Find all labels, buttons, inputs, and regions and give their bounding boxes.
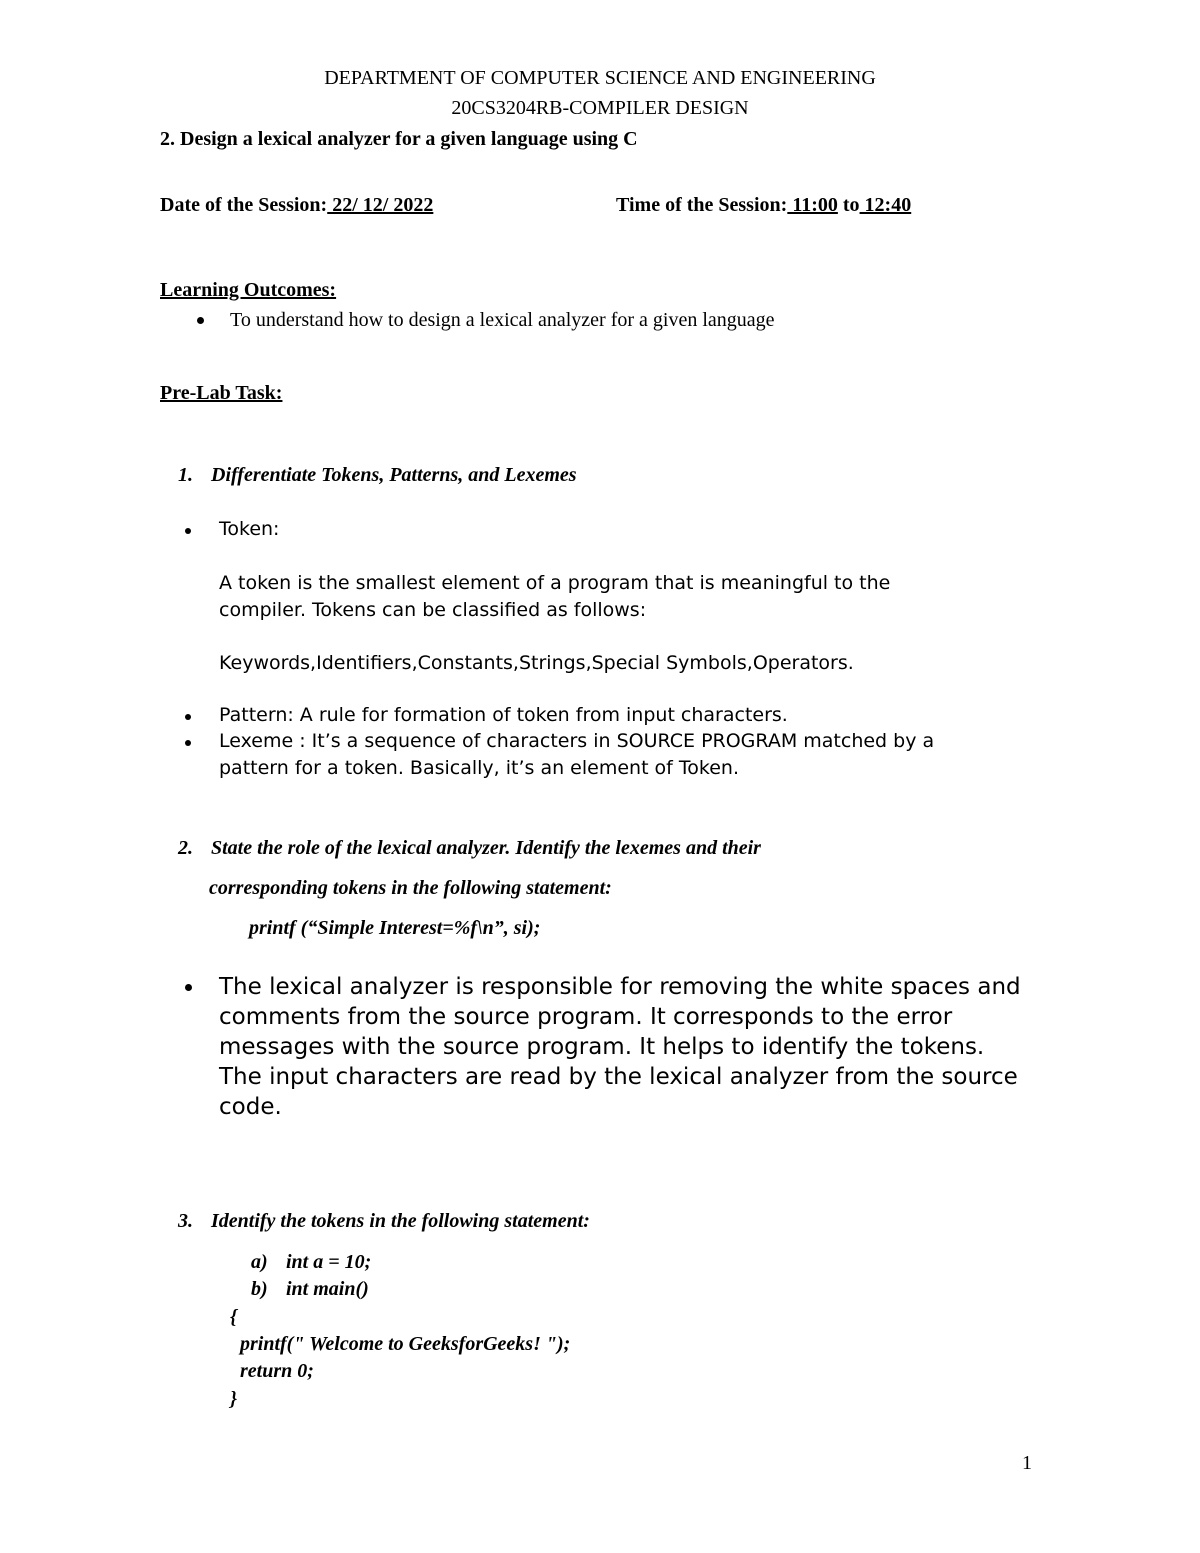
bullet-icon	[185, 984, 192, 991]
course-title: 20CS3204RB-COMPILER DESIGN	[451, 97, 749, 119]
q3-number: 3.	[178, 1210, 193, 1232]
token-desc-line2: compiler. Tokens can be classified as follows:	[219, 599, 647, 621]
q3-open-brace: {	[230, 1306, 237, 1328]
session-date	[160, 194, 433, 217]
date-label: Date of the Session:	[160, 194, 328, 216]
date-value: 22/ 12/ 2022	[327, 194, 434, 216]
answer-line: messages with the source program. It helps to identify the tokens.	[219, 1034, 985, 1060]
q3-return-line: return 0;	[240, 1360, 314, 1382]
token-desc-line1: A token is the smallest element of a program that is meaningful to the	[219, 572, 891, 594]
time-label: Time of the Session:	[616, 194, 788, 216]
prelab-heading: Pre-Lab Task:	[160, 382, 283, 404]
q3-b-code: int main()	[286, 1278, 369, 1300]
lexeme-definition-line1: Lexeme : It’s a sequence of characters in SOURCE PROGRAM matched by a	[219, 730, 935, 752]
q3-printf-line: printf(" Welcome to GeeksforGeeks! ");	[240, 1333, 571, 1355]
page-number: 1	[1022, 1452, 1032, 1474]
q3-a-code: int a = 10;	[286, 1251, 372, 1273]
q2-answer	[219, 972, 1021, 1122]
bullet-icon	[185, 528, 191, 534]
token-types: Keywords,Identifiers,Constants,Strings,Special Symbols,Operators.	[219, 652, 854, 674]
q2-text-line1: State the role of the lexical analyzer. Identify the lexemes and their	[211, 837, 761, 859]
time-end: 12:40	[859, 194, 912, 216]
answer-line: code.	[219, 1094, 282, 1120]
q2-text-line2: corresponding tokens in the following statement:	[209, 877, 612, 899]
answer-line: comments from the source program. It corresponds to the error	[219, 1004, 953, 1030]
q2-number: 2.	[178, 837, 193, 859]
q3-text: Identify the tokens in the following statement:	[211, 1210, 590, 1232]
q3-close-brace: }	[230, 1388, 237, 1410]
department-heading: DEPARTMENT OF COMPUTER SCIENCE AND ENGINEERING	[324, 67, 876, 89]
q1-number: 1.	[178, 464, 193, 486]
answer-line: The input characters are read by the lexical analyzer from the source	[219, 1064, 1018, 1090]
bullet-icon	[185, 714, 191, 720]
q1-text: Differentiate Tokens, Patterns, and Lexemes	[211, 464, 577, 486]
learning-outcomes-heading: Learning Outcomes:	[160, 279, 337, 301]
token-label: Token:	[219, 518, 280, 540]
bullet-icon	[197, 317, 204, 324]
bullet-icon	[185, 740, 191, 746]
learning-outcome-item: To understand how to design a lexical analyzer for a given language	[230, 309, 775, 331]
experiment-title: 2. Design a lexical analyzer for a given language using C	[160, 128, 638, 150]
q2-code: printf (“Simple Interest=%f\n”, si);	[249, 917, 541, 939]
session-time	[616, 194, 911, 217]
q3-b-label: b)	[251, 1278, 268, 1300]
lexeme-definition-line2: pattern for a token. Basically, it’s an element of Token.	[219, 757, 740, 779]
time-to: to	[837, 194, 860, 216]
answer-line: The lexical analyzer is responsible for removing the white spaces and	[219, 974, 1021, 1000]
pattern-definition: Pattern: A rule for formation of token from input characters.	[219, 704, 788, 726]
q3-a-label: a)	[251, 1251, 268, 1273]
time-start: 11:00	[787, 194, 838, 216]
